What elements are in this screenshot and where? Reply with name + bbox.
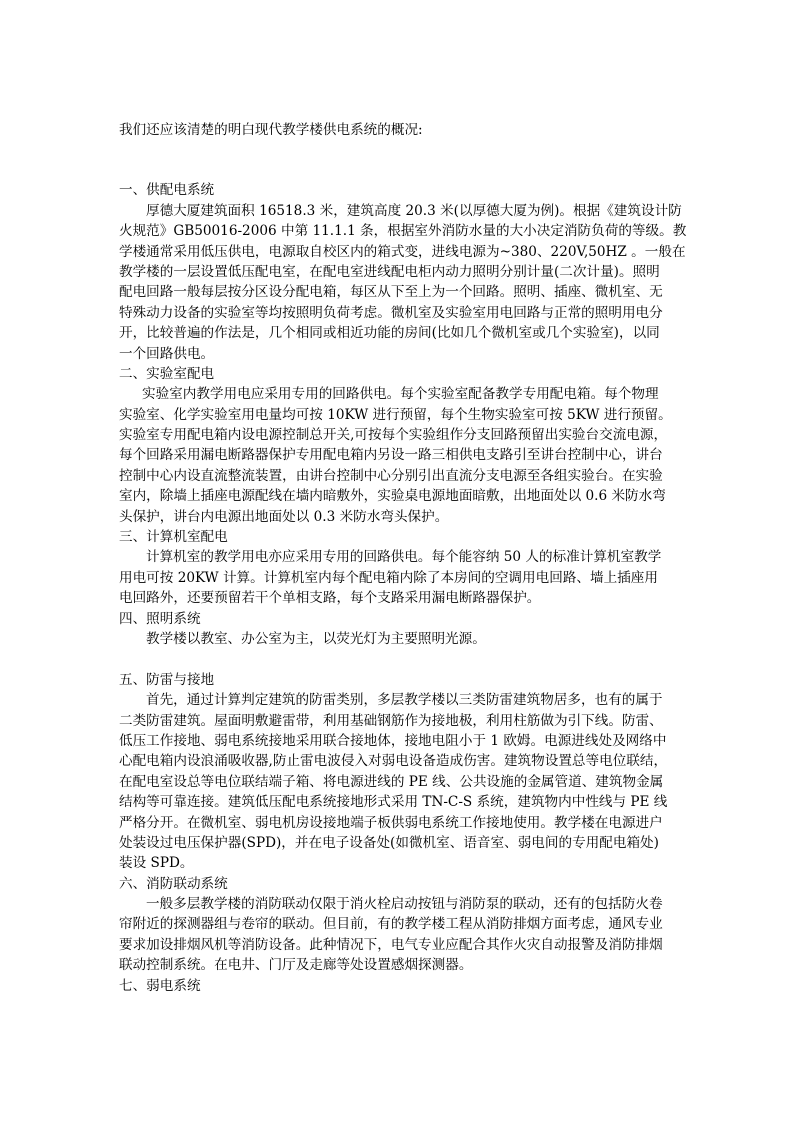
paragraph-line: 学楼通常采用低压供电，电源取自校区内的箱式变，进线电源为~380、220V,50HZ 。一般在 <box>119 243 686 260</box>
section-power-distribution <box>119 180 687 364</box>
paragraph-line: 用电可按 20KW 计算。计算机室内每个配电箱内除了本房间的空调用电回路、墙上插座用 <box>119 569 658 586</box>
paragraph-line: 实验室内教学用电应采用专用的回路供电。每个实验室配备教学专用配电箱。每个物理 <box>142 386 659 403</box>
paragraph-line: 室内，除墙上插座电源配线在墙内暗敷外，实验桌电源地面暗敷，出地面处以 0.6 米防水弯 <box>119 488 666 505</box>
paragraph-line: 开，比较普遍的作法是，几个相同或相近功能的房间(比如几个微机室或几个实验室)，以同 <box>119 325 660 342</box>
section-heading: 四、照明系统 <box>119 610 201 627</box>
paragraph-line: 装设 SPD。 <box>119 855 194 872</box>
blank-line <box>119 649 679 669</box>
document-page <box>119 120 687 996</box>
paragraph-line: 厚德大厦建筑面积 16518.3 米，建筑高度 20.3 米(以厚德大厦为例)。根据《建筑设计防 <box>146 202 682 219</box>
paragraph-line: 教学楼的一层设置低压配电室，在配电室进线配电柜内动力照明分别计量(二次计量)。照明 <box>119 263 660 280</box>
paragraph-line: 教学楼以教室、办公室为主，以荧光灯为主要照明光源。 <box>146 630 486 647</box>
paragraph-line: 严格分开。在微机室、弱电机房设接地端子板供弱电系统工作接地使用。教学楼在电源进户 <box>119 814 663 831</box>
section-heading: 六、消防联动系统 <box>119 875 228 892</box>
paragraph-line: 火规范》GB50016-2006 中第 11.1.1 条，根据室外消防水量的大小决定消防负荷的等级。教 <box>119 223 687 240</box>
paragraph-line: 一般多层教学楼的消防联动仅限于消火栓启动按钮与消防泵的联动，还有的包括防火卷 <box>146 896 663 913</box>
section-heading: 五、防雷与接地 <box>119 671 215 688</box>
paragraph-line: 处装设过电压保护器(SPD)，并在电子设备处(如微机室、语音室、弱电间的专用配电箱处) <box>119 834 659 851</box>
section-computer-room <box>119 527 679 609</box>
section-heading: 一、供配电系统 <box>119 182 215 199</box>
section-heading: 二、实验室配电 <box>119 365 215 382</box>
paragraph-line: 帘附近的探测器组与卷帘的联动。但目前，有的教学楼工程从消防排烟方面考虑，通风专业 <box>119 916 663 933</box>
paragraph-line: 首先，通过计算判定建筑的防雷类别，多层教学楼以三类防雷建筑物居多，也有的属于 <box>146 692 663 709</box>
section-weak-current <box>119 976 679 996</box>
paragraph-line: 实验室专用配电箱内设电源控制总开关,可按每个实验组作分支回路预留出实验台交流电源， <box>119 427 668 444</box>
paragraph-line: 计算机室的教学用电亦应采用专用的回路供电。每个能容纳 50 人的标准计算机室教学 <box>146 549 662 566</box>
paragraph-line: 实验室、化学实验室用电量均可按 10KW 进行预留，每个生物实验室可按 5KW 进行预留。 <box>119 406 672 423</box>
intro-paragraph: 我们还应该清楚的明白现代教学楼供电系统的概况: <box>119 122 423 138</box>
section-fire-linkage <box>119 874 679 976</box>
paragraph-line: 二类防雷建筑。屋面明敷避雷带，利用基础钢筋作为接地极，利用柱筋做为引下线。防雷、 <box>119 712 663 729</box>
section-lightning-grounding <box>119 670 679 874</box>
section-heading: 三、计算机室配电 <box>119 529 228 546</box>
section-lighting <box>119 609 679 650</box>
paragraph-line: 要求加设排烟风机等消防设备。此种情况下，电气专业应配合其作火灾自动报警及消防排烟 <box>119 936 663 953</box>
paragraph-line: 电回路外，还要预留若干个单相支路，每个支路采用漏电断路器保护。 <box>119 590 541 607</box>
paragraph-line: 联动控制系统。在电井、门厅及走廊等处设置感烟探测器。 <box>119 957 473 974</box>
paragraph-line: 每个回路采用漏电断路器保护专用配电箱内另设一路三相供电支路引至讲台控制中心，讲台 <box>119 447 663 464</box>
section-heading: 七、弱电系统 <box>119 977 201 994</box>
paragraph-line: 头保护，讲台内电源出地面处以 0.3 米防水弯头保护。 <box>119 508 449 525</box>
paragraph-line: 低压工作接地、弱电系统接地采用联合接地体，接地电阻小于 1 欧姆。电源进线处及网络中 <box>119 732 667 749</box>
section-lab-distribution <box>119 364 679 527</box>
paragraph-line: 心配电箱内设浪涌吸收器,防止雷电波侵入对弱电设备造成伤害。建筑物设置总等电位联结， <box>119 753 668 770</box>
paragraph-line: 结构等可靠连接。建筑低压配电系统接地形式采用 TN-C-S 系统，建筑物内中性线与 PE 线 <box>119 794 668 811</box>
paragraph-line: 一个回路供电。 <box>119 345 215 362</box>
paragraph-line: 配电回路一般每层按分区设分配电箱，每区从下至上为一个回路。照明、插座、微机室、无 <box>119 284 663 301</box>
paragraph-line: 控制中心内设直流整流装置，由讲台控制中心分别引出直流分支电源至各组实验台。在实验 <box>119 467 663 484</box>
paragraph-line: 在配电室设总等电位联结端子箱、将电源进线的 PE 线、公共设施的金属管道、建筑物金属 <box>119 773 664 790</box>
paragraph-line: 特殊动力设备的实验室等均按照明负荷考虑。微机室及实验室用电回路与正常的照明用电分 <box>119 304 663 321</box>
